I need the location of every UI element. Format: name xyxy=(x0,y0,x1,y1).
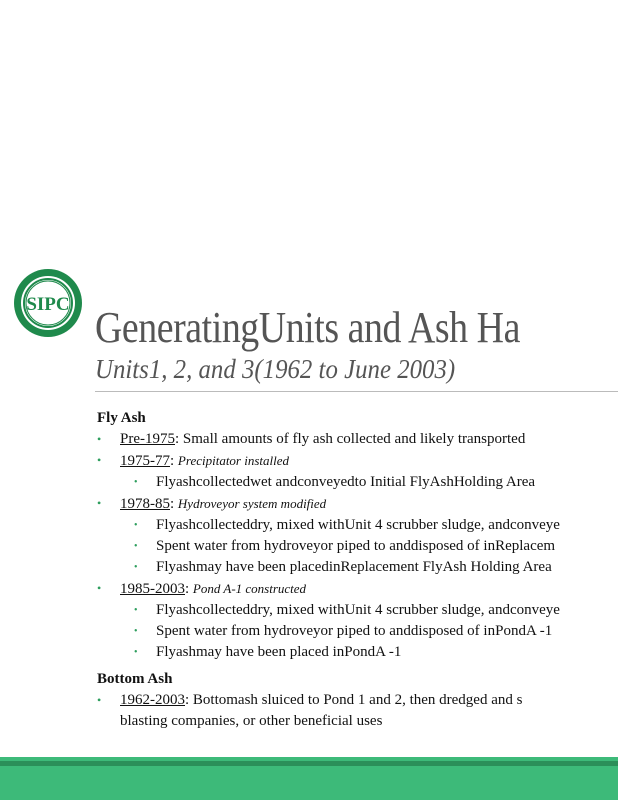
sub-list-item xyxy=(97,600,618,621)
bullet-icon: • xyxy=(97,693,102,707)
item-separator: : xyxy=(185,581,193,597)
fly-ash-heading: Fly Ash xyxy=(97,410,146,426)
bottom-ash-heading: Bottom Ash xyxy=(97,671,173,687)
bullet-icon: • xyxy=(134,647,138,658)
item-separator: : xyxy=(170,453,178,469)
item-text: Spent water from hydroveyor piped to anddisposed of inPondA -1 xyxy=(156,623,553,639)
item-text: : Small amounts of fly ash collected and likely transported xyxy=(175,431,526,447)
bullet-icon: • xyxy=(97,581,102,595)
item-note: Precipitator installed xyxy=(177,453,290,468)
list-item-pre-1975 xyxy=(97,429,618,450)
period-label: 1985-2003 xyxy=(120,581,185,597)
footer-stripe xyxy=(0,761,618,766)
item-text: Flyashcollectedwet andconveyedto Initial FlyAshHolding Area xyxy=(156,474,536,490)
period-label: 1978-85 xyxy=(120,496,170,512)
item-text: Spent water from hydroveyor piped to anddisposed of inReplacem xyxy=(156,538,556,554)
sub-list-item xyxy=(97,621,618,642)
sipc-logo xyxy=(13,268,83,338)
item-text: blasting companies, or other beneficial uses xyxy=(120,713,383,729)
slide-content xyxy=(97,408,618,732)
sub-list-item xyxy=(97,642,618,663)
bullet-icon: • xyxy=(97,453,102,467)
title-divider xyxy=(95,391,618,392)
item-separator: : xyxy=(170,496,178,512)
bullet-icon: • xyxy=(134,562,138,573)
bullet-icon: • xyxy=(134,520,138,531)
bullet-icon: • xyxy=(134,477,138,488)
bullet-icon: • xyxy=(97,432,102,446)
logo-initials: SIPC xyxy=(26,294,70,315)
period-label: Pre-1975 xyxy=(120,431,175,447)
item-note: Hydroveyor system modified xyxy=(177,496,327,511)
item-text: Flyashmay have been placedinReplacement FlyAsh Holding Area xyxy=(156,559,552,575)
bullet-icon: • xyxy=(134,626,138,637)
list-item-1978-85 xyxy=(97,493,618,515)
slide-title: GeneratingUnits and Ash Ha xyxy=(95,303,520,352)
item-text: Flyashcollecteddry, mixed withUnit 4 scrubber sludge, andconveye xyxy=(156,517,560,533)
list-item-1985-2003 xyxy=(97,578,618,600)
list-item-continuation xyxy=(97,711,618,732)
item-note: Pond A-1 constructed xyxy=(192,581,307,596)
sub-list-item xyxy=(97,472,618,493)
bullet-icon: • xyxy=(134,605,138,616)
item-text: Flyashcollecteddry, mixed withUnit 4 scrubber sludge, andconveye xyxy=(156,602,560,618)
sub-list-item xyxy=(97,557,618,578)
list-item-1975-77 xyxy=(97,450,618,472)
bullet-icon: • xyxy=(97,496,102,510)
period-label: 1975-77 xyxy=(120,453,170,469)
list-item-1962-2003 xyxy=(97,690,618,711)
period-label: 1962-2003 xyxy=(120,692,185,708)
sub-list-item xyxy=(97,515,618,536)
bullet-icon: • xyxy=(134,541,138,552)
slide-subtitle: Units1, 2, and 3(1962 to June 2003) xyxy=(95,354,456,384)
sub-list-item xyxy=(97,536,618,557)
item-text: : Bottomash sluiced to Pond 1 and 2, then dredged and s xyxy=(185,692,523,708)
item-text: Flyashmay have been placed inPondA -1 xyxy=(156,644,402,660)
